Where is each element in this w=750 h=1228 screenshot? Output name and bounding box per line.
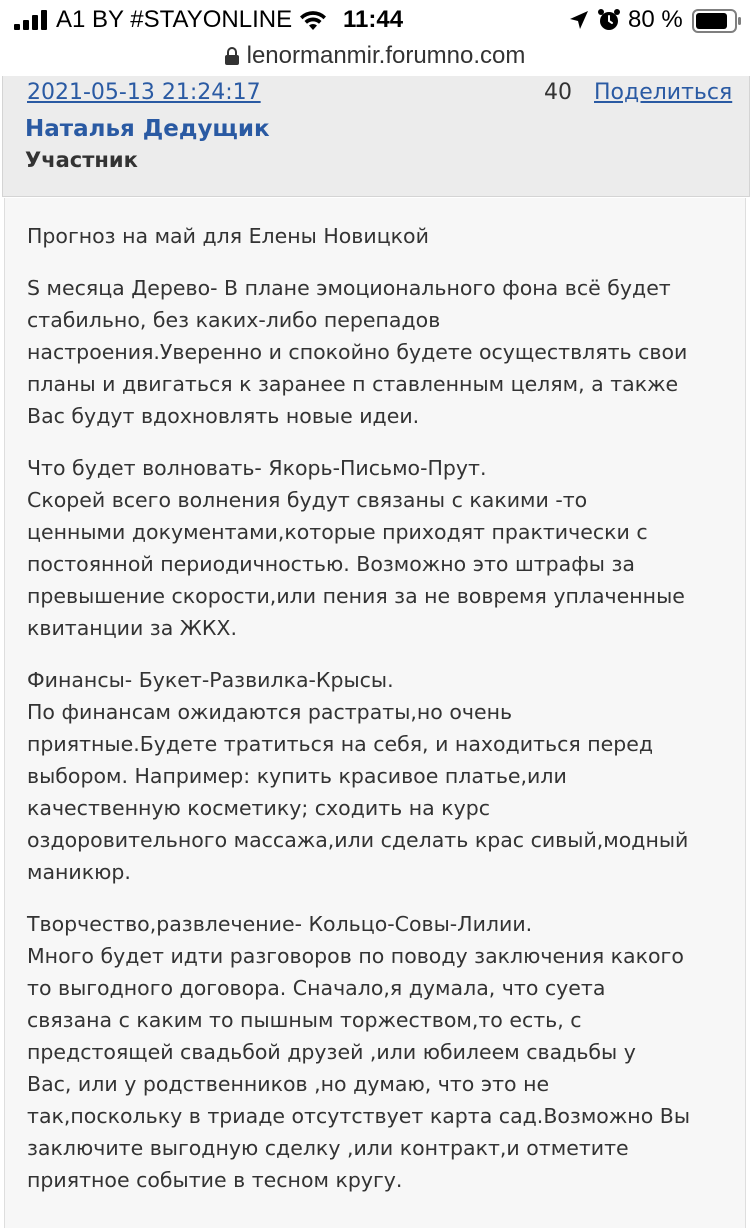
post-title: Прогноз на май для Елены Новицкой [27,224,429,248]
post-number: 40 [544,80,572,105]
carrier-label: A1 BY #STAYONLINE [56,6,293,33]
lock-icon [225,47,239,65]
battery-percent: 80 % [628,6,683,33]
post-date-link[interactable]: 2021-05-13 21:24:17 [27,80,261,105]
post-paragraph-1: S месяца Дерево- В плане эмоционального фона всё будет стабильно, без каких-либо перепадов настроения.Уверенно и спокойно будете осуществлять свои планы и двигаться к заранее п ставленным целям, а также Вас будут вдохновлять новые идеи. [27,276,688,428]
signal-icon [14,10,48,30]
url-bar[interactable] [0,42,750,76]
post-body [4,198,746,1228]
post-header [2,76,750,197]
author-name[interactable]: Наталья Дедущик [25,116,270,142]
share-link[interactable]: Поделиться [594,80,733,105]
battery-icon [692,9,742,33]
wifi-icon [298,8,328,32]
alarm-icon [597,8,621,32]
post-paragraph-2: Что будет волновать- Якорь-Письмо-Прут. Скорей всего волнения будут связаны с какими -то ценными документами,которые приходят практически с постоянной периодичностью. Возможно это штрафы за превышение скорости,или пения за не вовремя уплаченные квитанции за ЖКХ. [27,456,685,640]
post-paragraph-4: Творчество,развлечение- Кольцо-Совы-Лилии. Много будет идти разговоров по поводу заключения какого то выгодного договора. Сначало,я думала, что суета связана с каким то пышным торжеством,то есть, с предстоящей свадьбой друзей ,или юбилеем свадьбы у Вас, или у родственников ,но думаю, что это не так,поскольку в триаде отсутствует карта сад.Возможно Вы заключите выгодную сделку ,или контракт,и отметите приятное событие в тесном кругу. [27,912,691,1192]
location-icon [569,10,589,30]
post-paragraph-3: Финансы- Букет-Развилка-Крысы. По финансам ожидаются растраты,но очень приятные.Будете тратиться на себя, и находиться перед выбором. Например: купить красивое платье,или качественную косметику; сходить на курс оздоровительного массажа,или сделать крас сивый,модный маникюр. [27,668,689,884]
author-role: Участник [25,148,138,172]
status-bar [0,0,750,42]
clock-time: 11:44 [343,6,404,33]
url-text[interactable]: lenormanmir.forumno.com [246,42,526,69]
